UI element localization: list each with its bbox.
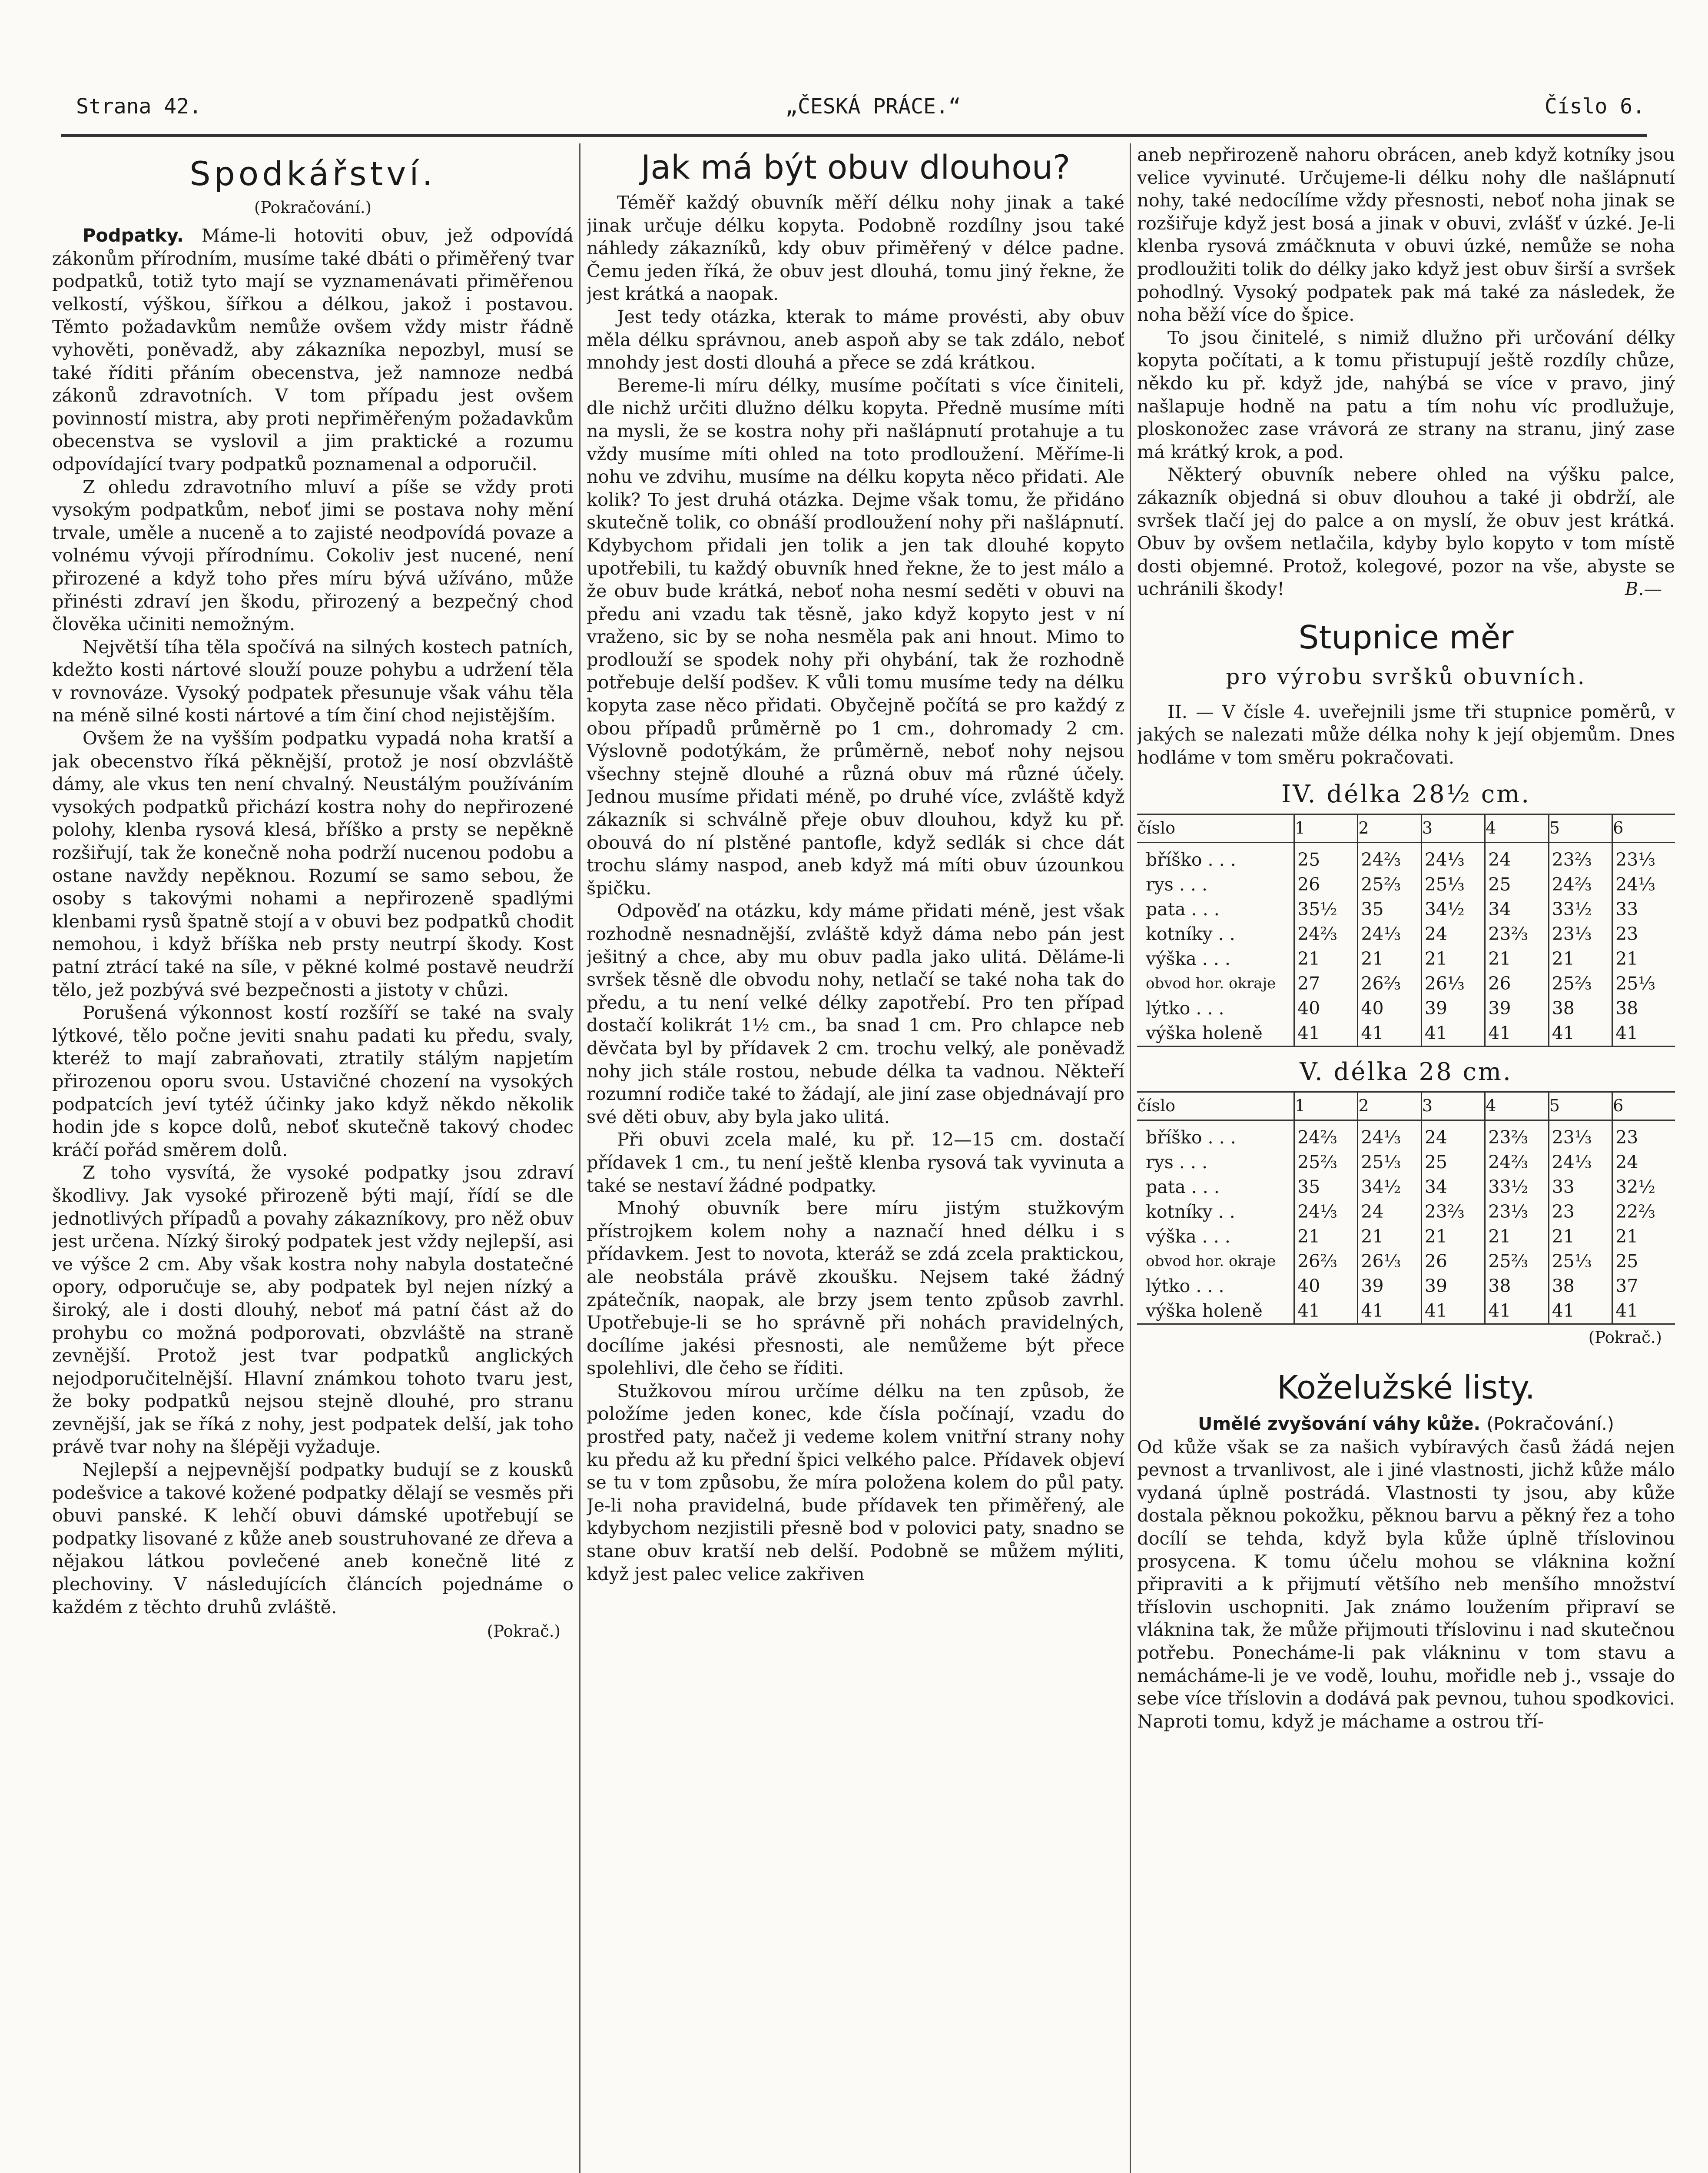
table-cell: 41	[1612, 1021, 1675, 1047]
table-row	[1137, 842, 1675, 872]
paragraph: Z toho vysvítá, že vysoké podpatky jsou zdraví škodlivy. Jak vysoké přirozeně býti mají, řídí se dle jednotlivých případů a povahy zákazníkovy, pro něž obuv jest určena. Nízký široký podpatek jest vždy nejlepší, asi ve výšce 2 cm. Aby však kostra nohy nabyla dostatečné opory, odporučuje se, aby podpatek byl nejen nízký a široký, ale i dosti dlouhý, neboť má patní část až do prohybu co možná podporovati, obzvláště na straně zevnější. Protož jest tvar podpatků anglických nejodporučitelnější. Hlavní známkou tohoto tvaru jest, že boky podpatků nejsou stejně dlouhé, pro stranu zevnější, jak se říká z nohy, jest podpatek delší, jak toho právě tvar nohy na šlépěji vyžaduje.	[52, 1162, 574, 1458]
table-cell: 41	[1358, 1299, 1421, 1324]
measure-table	[1137, 814, 1675, 1047]
section-subhead: Umělé zvyšování váhy kůže.	[1198, 1413, 1481, 1434]
table-cell: 24⅔	[1485, 1150, 1549, 1175]
table-header-cell: 3	[1421, 1092, 1485, 1120]
table-header-cell: 1	[1294, 814, 1358, 842]
continuation-note: (Pokrač.)	[1588, 1328, 1662, 1347]
table-cell: 33½	[1485, 1175, 1549, 1199]
table-header-cell: 6	[1612, 1092, 1675, 1120]
measure-table	[1137, 1091, 1675, 1325]
table-cell: 23⅔	[1421, 1199, 1485, 1224]
table-cell: 23	[1612, 922, 1675, 947]
table-cell: 21	[1612, 947, 1675, 971]
table-row	[1137, 922, 1675, 947]
table-cell: 25⅔	[1358, 872, 1421, 897]
table-cell: 25⅔	[1294, 1150, 1358, 1175]
table-cell: 22⅔	[1612, 1199, 1675, 1224]
table-header-cell: 6	[1612, 814, 1675, 842]
column-right	[1137, 143, 1675, 2173]
table-cell: 35	[1358, 897, 1421, 922]
table-cell: 34½	[1421, 897, 1485, 922]
section-subhead-note: (Pokračování.)	[1486, 1413, 1614, 1434]
table-cell: 21	[1421, 947, 1485, 971]
table-cell: 23⅓	[1612, 842, 1675, 872]
table-header-cell: 4	[1485, 814, 1549, 842]
row-label: pata . . .	[1146, 1176, 1220, 1197]
table-cell: 35½	[1294, 897, 1358, 922]
table-cell: 35	[1294, 1175, 1358, 1199]
table-cell: 21	[1294, 947, 1358, 971]
table-row	[1137, 1224, 1675, 1249]
table-cell: 24⅓	[1294, 1199, 1358, 1224]
table-cell: 27	[1294, 971, 1358, 996]
table-cell: 38	[1485, 1274, 1549, 1299]
article-subtitle: (Pokračování.)	[254, 198, 372, 217]
table-row	[1137, 1150, 1675, 1175]
table-cell: 25	[1485, 872, 1549, 897]
table-cell: 24	[1421, 1120, 1485, 1150]
table-title: V. délka 28 cm.	[1300, 1057, 1512, 1086]
table-cell: 24	[1612, 1150, 1675, 1175]
table-header-cell: 5	[1549, 814, 1612, 842]
row-label: obvod hor. okraje	[1146, 1252, 1276, 1270]
column-divider	[579, 143, 580, 2173]
issue-number: Číslo 6.	[1544, 94, 1645, 119]
table-cell: 23⅔	[1485, 1120, 1549, 1150]
table-header-cell: číslo	[1137, 814, 1294, 842]
paragraph: Odpověď na otázku, kdy máme přidati méně, jest však rozhodně nesnadnější, zvláště když dáma nebo pán jest ješitný a chce, aby mu obuv padla jako ulitá. Děláme-li svršek těsně dle obvodu nohy, netlačí se také noha tak do předu, a tu není velké délky zapotřebí. Pro ten případ dostačí kolikrát 1½ cm., ba snad 1 cm. Pro chlapce neb děvčata byl by přídavek 2 cm. trochu velký, ale poněvadž nohy jich stále rostou, nebude délka ta vadnou. Někteří rozumní rodiče také to žádají, ale jiní zase objednávají pro své děti obuv, aby byla jako ulitá.	[587, 900, 1124, 1127]
header-rule	[61, 134, 1647, 137]
continuation-note: (Pokrač.)	[487, 1622, 560, 1641]
table-cell: 26	[1485, 971, 1549, 996]
row-label: lýtko . . .	[1146, 1275, 1224, 1296]
paragraph: Téměř každý obuvník měří délku nohy jinak a také jinak určuje délku kopyta. Podobně rozdílny jsou také náhledy zákazníků, kdy obuv přiměřený v délce padne. Čemu jeden říká, že obuv jest dlouhá, tomu jiný řekne, že jest krátká a naopak.	[587, 192, 1124, 305]
row-label: výška . . .	[1146, 1226, 1230, 1247]
table-row	[1137, 1199, 1675, 1224]
table-cell: 24⅔	[1549, 872, 1612, 897]
table-cell: 33½	[1549, 897, 1612, 922]
table-cell: 40	[1294, 1274, 1358, 1299]
paragraph: Jest tedy otázka, kterak to máme provésti, aby obuv měla délku správnou, aneb aspoň aby se tak zdálo, neboť mnohdy jest dosti dlouhá a přece se zdá krátkou.	[587, 306, 1124, 373]
paragraph: Při obuvi zcela malé, ku př. 12—15 cm. dostačí přídavek 1 cm., tu není ještě klenba rysová tak vyvinuta a také se nestaví žádné podpatky.	[587, 1129, 1124, 1196]
table-cell: 21	[1421, 1224, 1485, 1249]
table-cell: 41	[1485, 1299, 1549, 1324]
table-cell: 39	[1358, 1274, 1421, 1299]
table-cell: 39	[1421, 1274, 1485, 1299]
row-label: bříško . . .	[1146, 849, 1236, 870]
table-row	[1137, 971, 1675, 996]
table-cell: 33	[1612, 897, 1675, 922]
table-row	[1137, 1249, 1675, 1274]
table-cell: 24	[1421, 922, 1485, 947]
table-cell: 24⅓	[1421, 842, 1485, 872]
paragraph: Nejlepší a nejpevnější podpatky budují se z kousků podešvice a takové kožené podpatky dělají se vesměs při obuvi panské. K lehčí obuvi dámské upotřebují se podpatky lisované z kůže aneb soustruhované ze dřeva a nějakou látkou povlečené aneb konečně lité z plechoviny. V následujících článcích pojednáme o každém z těchto druhů zvláště.	[52, 1459, 574, 1618]
article-title: Stupnice měr	[1298, 618, 1514, 656]
paragraph: Ovšem že na vyšším podpatku vypadá noha kratší a jak obecenstvo říká pěknější, protož je nosí obzvláště dámy, ale vkus ten není chvalný. Neustálým používáním vysokých podpatků přichází kostra nohy do nepřirozené polohy, klenba rysová klesá, bříško a prsty se nepěkně rozšiřují, tak že konečně noha podrží nucenou podobu a ostane navždy nepěknou. Rozumí se samo sebou, že osoby s takovými nohami a nepřirozeně spadlými klenbami rysů špatně stojí a v obuvi bez podpatků chodit nemohou, i když bříška neb prsty neutrpí škody. Kost patní ztrácí také na síle, v pěkné kolmé postavě neudrží tělo, jež pozbývá své bezpečnosti a jistoty v chůzi.	[52, 728, 574, 1000]
table-cell: 41	[1421, 1299, 1485, 1324]
table-cell: 40	[1294, 996, 1358, 1021]
table-cell: 21	[1358, 947, 1421, 971]
table-cell: 23	[1549, 1199, 1612, 1224]
table-cell: 26⅓	[1421, 971, 1485, 996]
article-title: Spodkářství.	[189, 154, 436, 193]
table-cell: 24	[1358, 1199, 1421, 1224]
column-middle	[587, 143, 1124, 2173]
column-divider	[1130, 143, 1131, 2173]
table-title: IV. délka 28½ cm.	[1281, 780, 1531, 808]
row-label: výška holeně	[1137, 1021, 1294, 1047]
row-label: výška holeně	[1137, 1299, 1294, 1324]
table-header-cell: 5	[1549, 1092, 1612, 1120]
table-cell: 41	[1549, 1021, 1612, 1047]
table-cell: 24⅓	[1358, 922, 1421, 947]
table-row	[1137, 1299, 1675, 1324]
paragraph: Mnohý obuvník bere míru jistým stužkovým přístrojkem kolem nohy a naznačí hned délku i s přídavkem. Jest to novota, kteráž se zdá zcela praktickou, ale neobstála právě zkoušku. Nejsem také žádný zpátečník, naopak, ale brzy jsem tento způsob zavrhl. Upotřebuje-li se ho správně při nohách pravidelných, docílíme jakési přesnosti, ale nemůžeme být přece spolehlivi, dle čeho se říditi.	[587, 1197, 1124, 1379]
table-cell: 24⅔	[1294, 922, 1358, 947]
table-cell: 23⅓	[1485, 1199, 1549, 1224]
table-header-cell: 4	[1485, 1092, 1549, 1120]
paragraph: Od kůže však se za našich vybíravých časů žádá nejen pevnost a trvanlivost, ale i jiné vlastnosti, jichž kůže málo vydaná úplně postrádá. Vlastnosti ty jsou, aby kůže dostala pěknou pokožku, pěknou barvu a pěkný řez a toho docílí se tehda, když byla kůže úplně tříslovinou prosycena. K tomu účelu mohou se vláknina kožní připraviti a k přijmutí většího neb menšího množství tříslovin uschopniti. Jak známo loužením připraví se vláknina tak, že může přijmouti tříslovinu i nad skutečnou potřebu. Ponecháme-li pak vlákninu v tom stavu a nemácháme-li je ve vodě, louhu, mořidle neb j., vssaje do sebe více tříslovin a dodává pak pevnou, tuhou spodkovici. Naproti tomu, když je máchame a ostrou tří-	[1137, 1436, 1675, 1732]
table-cell: 21	[1485, 1224, 1549, 1249]
table-cell: 24	[1485, 842, 1549, 872]
table-cell: 26⅔	[1358, 971, 1421, 996]
table-row	[1137, 1120, 1675, 1150]
table-row	[1137, 1175, 1675, 1199]
table-cell: 38	[1549, 996, 1612, 1021]
table-cell: 26⅓	[1358, 1249, 1421, 1274]
paragraph: Máme-li hotoviti obuv, jež odpovídá zákonům přírodním, musíme také dbáti o přiměřený tvar podpatků, totiž tyto mají se vyznamenávati přiměřenou velkostí, výškou, šířkou a délkou, jakož i postavou. Těmto požadavkům nemůže ovšem vždy mistr řádně vyhověti, poněvadž, aby zákazníka nepozbyl, musí se také říditi přáním obecenstva, jež namnoze nedbá zákonů zdravotních. V tom případu jest ovšem povinností mistra, aby proti nepřiměřeným požadavkům obecenstva se vyslovil a jim praktické a rozumu odpovídající tvary podpatků poznamenal a odporučil.	[52, 225, 574, 475]
table-cell: 25⅔	[1549, 971, 1612, 996]
table-cell: 39	[1421, 996, 1485, 1021]
row-label: bříško . . .	[1146, 1126, 1236, 1148]
table-cell: 21	[1294, 1224, 1358, 1249]
table-cell: 26	[1421, 1249, 1485, 1274]
table-cell: 41	[1485, 1021, 1549, 1047]
table-cell: 23	[1612, 1120, 1675, 1150]
table-row	[1137, 996, 1675, 1021]
table-header-row	[1137, 814, 1675, 842]
table-cell: 25⅓	[1358, 1150, 1421, 1175]
table-header-cell: 1	[1294, 1092, 1358, 1120]
table-cell: 25⅓	[1421, 872, 1485, 897]
table-header-cell: 2	[1358, 814, 1421, 842]
table-cell: 41	[1294, 1021, 1358, 1047]
row-label: rys . . .	[1146, 874, 1207, 895]
table-row	[1137, 947, 1675, 971]
paragraph: II. — V čísle 4. uveřejnili jsme tři stupnice poměrů, v jakých se nalezati může délka nohy k její objemům. Dnes hodláme v tom směru pokračovati.	[1137, 701, 1675, 768]
row-label: obvod hor. okraje	[1146, 974, 1276, 992]
table-cell: 25	[1294, 842, 1358, 872]
column-left	[52, 143, 574, 2173]
article-subtitle: pro výrobu svršků obuvních.	[1226, 664, 1586, 689]
table-cell: 25⅓	[1549, 1249, 1612, 1274]
paragraph: Některý obuvník nebere ohled na výšku palce, zákazník objedná si obuv dlouhou a také ji obdrží, ale svršek tlačí jej do palce a on myslí, že obuv jest krátká. Obuv by ovšem netlačila, kdyby bylo kopyto v tom místě dosti objemné. Protož, kolegové, pozor na vše, abyste se uchránili škody!	[1137, 464, 1675, 600]
table-cell: 26	[1294, 872, 1358, 897]
paragraph: Bereme-li míru délky, musíme počítati s více činiteli, dle nichž určiti dlužno délku kopyta. Předně musíme míti na mysli, že se kostra nohy při našlápnutí protahuje a tu vždy musíme míti ohled na toto prodloužení. Měříme-li nohu ve zdvihu, musíme na délku kopyta něco přidati. Ale kolik? To jest druhá otázka. Dejme však tomu, že přidáno skutečně tolik, co obnáší prodloužení nohy při našlápnutí. Kdybychom přidali jen tolik a jen tak dlouhé kopyto upotřebili, tu každý obuvník hned řekne, že to jest málo a že obuv bude krátká, neboť noha nesmí seděti v obuvi na předu ani vzadu tak těsně, jako když kopyto jest v ní vraženo, sic by se noha nesměla pak ani hnout. Mimo to prodlouží se spodek nohy při ohybání, tak že rozhodně potřebuje delší podšev. K vůli tomu musíme tedy na délku kopyta zase něco přidati. Obyčejně počítá se pro každý z obou případů průměrně po 1 cm., dohromady 2 cm. Výslovně podotýkám, že průměrně, neboť nohy nejsou všechny stejně dlouhé a různá obuv má různé účely. Jednou musíme přidati méně, po druhé více, zvláště když zákazník si schválně přeje obuv dlouhou, když ku př. obouvá do ní plstěné pantofle, když sedlák si chce dát trochu slámy naspod, aneb když má míti obuv úzounkou špičku.	[587, 374, 1124, 899]
table-cell: 41	[1421, 1021, 1485, 1047]
table-cell: 21	[1358, 1224, 1421, 1249]
row-label: rys . . .	[1146, 1151, 1207, 1173]
publication-title: „ČESKÁ PRÁCE.“	[785, 94, 961, 119]
table-cell: 34½	[1358, 1175, 1421, 1199]
paragraph: Z ohledu zdravotního mluví a píše se vždy proti vysokým podpatkům, neboť jimi se postava nohy mění trvale, uměle a nuceně a to zajisté neodpovídá povaze a volnému vývoji přírodnímu. Cokoliv jest nucené, není přirozené a když toho přes míru bývá užíváno, může přinésti zdraví jen škodu, přirozený a bezpečný chod člověka učiniti nemožným.	[52, 476, 574, 635]
table-cell: 21	[1612, 1224, 1675, 1249]
table-row	[1137, 897, 1675, 922]
table-cell: 41	[1294, 1299, 1358, 1324]
table-cell: 24⅔	[1358, 842, 1421, 872]
table-header-row	[1137, 1092, 1675, 1120]
table-cell: 23⅓	[1549, 1120, 1612, 1150]
table-cell: 37	[1612, 1274, 1675, 1299]
table-cell: 33	[1549, 1175, 1612, 1199]
row-label: kotníky . .	[1146, 1201, 1235, 1222]
table-cell: 21	[1549, 1224, 1612, 1249]
table-cell: 26⅔	[1294, 1249, 1358, 1274]
paragraph: Porušená výkonnost kostí rozšíří se také na svaly lýtkové, tělo počne jeviti snahu padati ku předu, svaly, kteréž to mají zabraňovati, ztratily stálým napjetím přirozenou oporu svou. Ustavičné chození na vysokých podpatcích jeví tytéž účinky jako když někdo několik hodin jde s kopce dolů, neboť skutečně takový chodec kráčí pořád směrem dolů.	[52, 1002, 574, 1160]
row-label: pata . . .	[1146, 898, 1220, 920]
paragraph: To jsou činitelé, s nimiž dlužno při určování délky kopyta počítati, a k tomu přistupují ještě rozdíly chůze, někdo ku př. když jde, nahýbá se více v pravo, jiný našlapuje hodně na patu a tím nohu víc prodlužuje, ploskonožec zase vrávorá ze strany na stranu, jiný zase má krátký krok, a pod.	[1137, 326, 1675, 462]
table-cell: 25⅔	[1485, 1249, 1549, 1274]
table-cell: 40	[1358, 996, 1421, 1021]
paragraph: aneb nepřirozeně nahoru obrácen, aneb když kotníky jsou velice vyvinuté. Určujeme-li délku nohy dle našlápnutí nohy, také nedocílíme vždy přesnosti, neboť noha jinak se rozšiřuje když jest bosá a jinak v obuvi, zvlášť v úzké. Je-li klenba rysová zmáčknuta v obuvi úzké, nemůže se noha prodloužiti tolik do délky jako když jest obuv širší a svršek pohodlný. Vysoký podpatek pak má také za následek, že noha běží více do špice.	[1137, 144, 1675, 326]
table-header-cell: 2	[1358, 1092, 1421, 1120]
paragraph: Největší tíha těla spočívá na silných kostech patních, kdežto kosti nártové slouží pouze pohybu a udržení těla v rovnováze. Vysoký podpatek přesunuje však váhu těla na méně silné kosti nártové a tím činí chod nejistějším.	[52, 636, 574, 726]
table-cell: 32½	[1612, 1175, 1675, 1199]
table-cell: 25⅓	[1612, 971, 1675, 996]
table-row	[1137, 1021, 1675, 1047]
table-cell: 24⅔	[1294, 1120, 1358, 1150]
table-row	[1137, 1274, 1675, 1299]
author-signature: B.—	[1625, 578, 1662, 600]
table-header-cell: 3	[1421, 814, 1485, 842]
table-cell: 41	[1358, 1021, 1421, 1047]
table-cell: 34	[1421, 1175, 1485, 1199]
row-label: kotníky . .	[1146, 923, 1235, 944]
table-cell: 21	[1485, 947, 1549, 971]
table-cell: 38	[1549, 1274, 1612, 1299]
article-title: Koželužské listy.	[1277, 1369, 1536, 1406]
table-cell: 25	[1612, 1249, 1675, 1274]
lead-word: Podpatky.	[83, 225, 184, 246]
table-cell: 24⅓	[1612, 872, 1675, 897]
table-cell: 34	[1485, 897, 1549, 922]
table-row	[1137, 872, 1675, 897]
table-cell: 39	[1485, 996, 1549, 1021]
table-cell: 38	[1612, 996, 1675, 1021]
table-cell: 23⅔	[1485, 922, 1549, 947]
paragraph: Stužkovou mírou určíme délku na ten způsob, že položíme jeden konec, kde čísla počínají, vzadu do prostřed paty, načež ji vedeme kolem vnitřní strany nohy ku předu až ku přední špici velkého palce. Přídavek objeví se tu v tom způsobu, že míra položena kolem do půl paty. Je-li noha pravidelná, bude přídavek ten přiměřený, ale kdybychom nezjistili přesně bod v polovici paty, snadno se stane obuv kratší neb delší. Podobně se můžem mýliti, když jest palec velice zakřiven	[587, 1380, 1124, 1585]
table-cell: 25	[1421, 1150, 1485, 1175]
table-cell: 24⅓	[1358, 1120, 1421, 1150]
table-cell: 41	[1549, 1299, 1612, 1324]
table-cell: 21	[1549, 947, 1612, 971]
table-cell: 41	[1612, 1299, 1675, 1324]
table-cell: 23⅓	[1549, 922, 1612, 947]
row-label: výška . . .	[1146, 948, 1230, 969]
row-label: lýtko . . .	[1146, 997, 1224, 1019]
page-header	[76, 91, 1645, 122]
table-header-cell: číslo	[1137, 1092, 1294, 1120]
table-cell: 23⅔	[1549, 842, 1612, 872]
article-title: Jak má být obuv dlouhou?	[640, 148, 1071, 186]
page-number: Strana 42.	[76, 94, 202, 119]
table-cell: 24⅓	[1549, 1150, 1612, 1175]
